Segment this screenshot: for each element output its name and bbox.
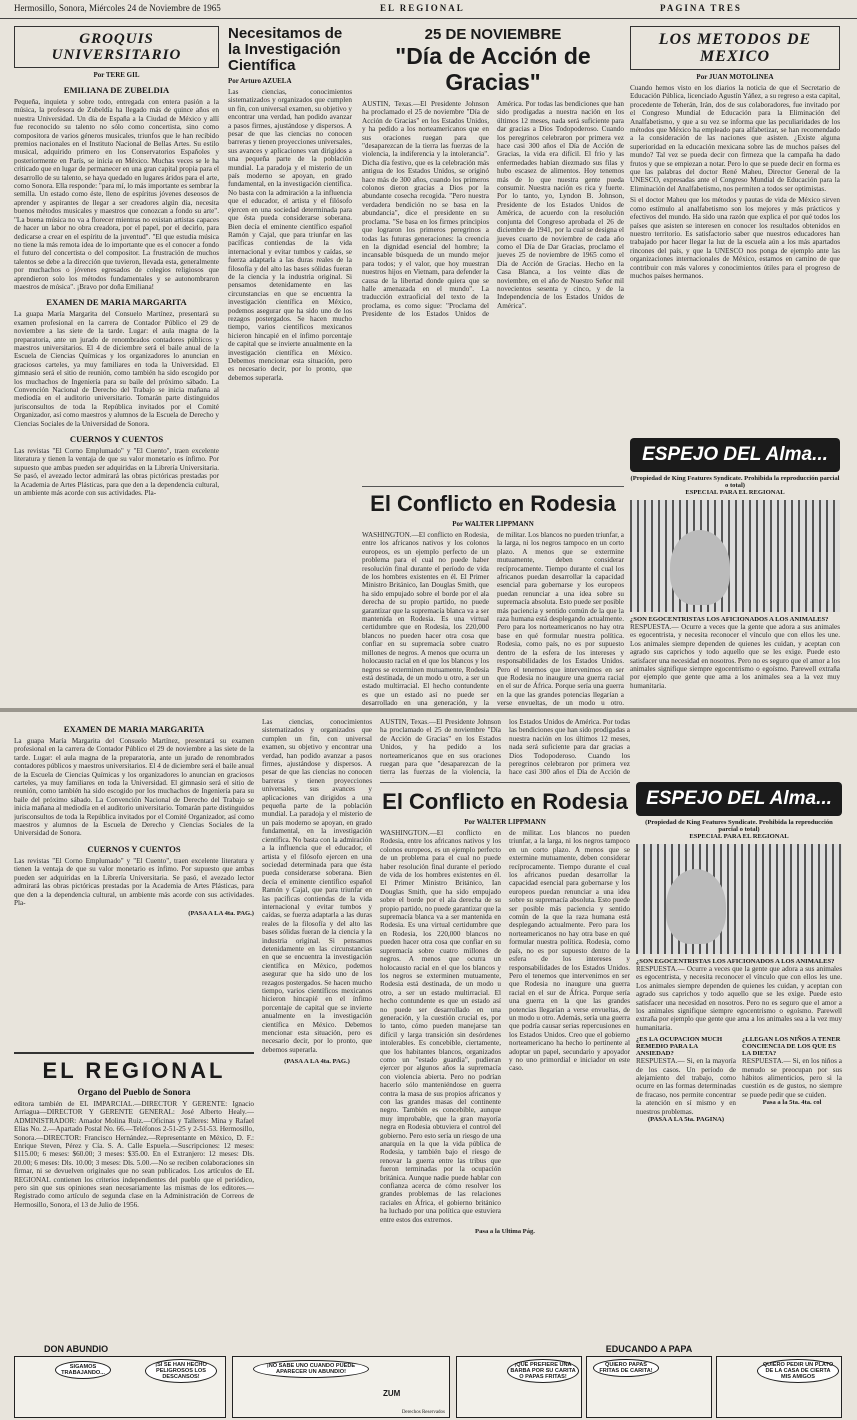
- groquis-section-heading: EMILIANA DE ZUBELDIA: [63, 85, 170, 95]
- groquis-body: Las revistas "El Corno Emplumado" y "El Cuento", traen excelente literatura y tienen la ventaja de que su valor monetario es ínfimo. Por supuesto que ambas pueden ser adquiridas en la Librería Universitaria. Se pasó, el avezado lector admirará las obras pictóricas prestadas por la Academia de Artes Plásticas, para que den a la dependencia cultural, un ambiente más acorde con sus actividades. Pla-: [14, 856, 254, 907]
- comic-credit: Derechos Reservados: [401, 1410, 445, 1415]
- el-regional-subtitle: Organo del Pueblo de Sonora: [77, 1087, 191, 1097]
- el-regional-box: [14, 1052, 254, 1344]
- masthead-page-number: PAGINA TRES: [660, 3, 742, 13]
- parrot-icon: [666, 869, 726, 944]
- investigacion-column: [228, 26, 352, 708]
- educando-papa-comic: [456, 1344, 842, 1418]
- espejo-answer: RESPUESTA.— Si, en los niños a menudo se preocupan por sus hábitos alimenticios, pero si la cuestión es de gustos, no siempre se puede pedir que se cuiden.: [742, 1057, 842, 1099]
- speech-bubble: ¡NO SABE UNO CUANDO PUEDE APARECER UN ABUNDIO!: [253, 1360, 369, 1378]
- accion-gracias-date: 25 DE NOVIEMBRE: [424, 26, 562, 43]
- investigacion-body: Las ciencias, conocimientos sistematizados y organizados que cumplen un fin, con universal examen, su objetivo y encontrar una verdad, han podido avanzar a pasos firmes, ajustándose y dispersos. A pesar de que las ciencias no conocen barreras y tienen proyecciones universales, sus avances y aplicaciones van dirigidos a una pequeña parte de la población mundial. La paradoja y el misterio de un país moderno se apoyan, en grado fundamental, en la investigación científica. No basta con la admiración a la influencia que el educador, el artista y el filósofo ejercen en una sociedad determinada para que ésta pueda considerarse soberana. Bien decía el eminente científico español Ramón y Cajal, que para triunfar en las pacíficas contiendas de la vida internacional y evitar tumbos y caídas, se fuerza adaptarla a las duras reales de la filosofía y del alto las bases sólidas fueran de la ciencia y la industria original. Si pensamos detenidamente en las circunstancias en que se encuentra la investigación científica en México, podemos asegurar que ha sido uno de los rezagos postergados. Se hacen mucho tiempo, varios científicos mexicanos hicieron hincapié en el ínfimo porcentaje de capital que se invierte anualmente en la investigación científica en México. Debemos mencionar esta situación, pero es necesario decir, por lo pronto, que debemos superarla.: [262, 718, 372, 1054]
- accion-gracias-body: AUSTIN, Texas.—El Presidente Johnson ha proclamado el 25 de noviembre "Día de Acción de Gracias" en los Estados Unidos, y ha pedido a los norteamericanos que en sus oraciones ruegan para que "desaparezcan de la tierra las fuerzas de la violencia, la los Estados Unidos de América. Por todas las bendiciones que han sido prodigadas a nuestra nación en los últimos 12 meses, nada será suficiente para dar gracias a Dios Todopoderoso. Cuando los peregrinos celebraron por primera vez hace casi 300 años el Día de Acción de: [380, 718, 630, 777]
- comic-panel: [232, 1356, 450, 1418]
- espejo-answer: RESPUESTA.— Ocurre a veces que la gente que adora a sus animales es egocentrista, y necesita reconocer el vínculo que con ellos les une. Los animales siempre dependen de quienes les cuidan, y aceptan con agrado sus caprichos y todo aquello que se les exige. Puede esto satisfacer una necesidad en nosotros. Pero no es seguro que el amor a los animales signifique siempre egocentrismo o egoísmo. Parewell extraña por ejemplo que gente que ama a los animales sea a la vez muy humanitaria.: [630, 623, 840, 690]
- espejo-column-full: [636, 718, 842, 1263]
- groquis-body: La guapa María Margarita del Consuelo Martínez, presentará su examen profesional en la carrera de Contador Público el 29 de noviembre a las siete de la tarde. Lugar: el aula magna de la preparatoria, ante un jurado de renombrados contadores públicos y maestros universitarios. El 4 de diciembre será el baile anual de la Escuela de Ciencias Químicas y los organizadores lo anuncian en graciosos carteles, ya muy familiares en toda la Universidad. El gimnasio será el sitio de reunión, como también ha sido escogido por los muchachos de Ingeniería para su baile del próximo sábado. La Convención Nacional de Derecho del Trabajo se inicia mañana al mediodía en el auditorio universitario. Tomarán parte distinguidos jurisconsultos de toda la República invitados por el Comité Organizador, así como maestros y alumnos de la Escuela de Derecho y Ciencias Sociales de la Universidad de Sonora.: [14, 310, 219, 428]
- educando-papa-title: EDUCANDO A PAPA: [605, 1344, 693, 1354]
- speech-bubble: SIGAMOS TRABAJANDO...: [55, 1361, 111, 1379]
- metodos-body: Cuando hemos visto en los diarios la noticia de que el Secretario de Educación Pública, licenciado Agustín Yáñez, a su regreso a esta capital, procedente de Teherán, Irán, dos de sus colaboradores, fue invitado por el Congreso Mundial de Educación para la Eliminación del Analfabetismo, y que a su vez se informa que las peculiaridades de los métodos que México ha empleado para alfabetizar, se han recomendado a la consideración de las naciones que asisten. ¿Existe alguna superioridad en la educación mexicana sobre las de muchos países del mundo? Tal vez se pueda decir con firmeza que la campaña ha dado frutos y que se empiezan a notar. Pero lo que se puede decir en forma es que las palabras del doctor René Maheu, Director General de la UNESCO, expresadas ante el Congreso Mundial de Educación para la Eliminación del Analfabetismo, nos permiten a todos ser optimistas.: [630, 84, 840, 193]
- espejo-answer: RESPUESTA.— Ocurre a veces que la gente que adora a sus animales es egocentrista, y necesita reconocer el vínculo que con ellos les une. Los animales siempre dependen de quienes les cuidan, y aceptan con agrado sus caprichos y todo aquello que se les exige. Puede esto satisfacer una necesidad en nosotros. Pero no es seguro que el amor a los animales signifique siempre egocentrismo o egoísmo. Parewell extraña por ejemplo que gente que ama a los animales sea a la vez muy humanitaria.: [636, 965, 842, 1032]
- espejo-jump-link: Pasa a la 5ta. 4ta. col: [762, 1099, 822, 1107]
- rodesia-body-continued: de militar. Los blancos no pueden triunfar, a la larga, ni los negros tampoco en un corto plazo. A menos que se extermine mutuamente, deben considerar recíprocamente. Tiempo durante el cual los africanos puedan desarrollar la capacidad esencial para gobernarse y los europeos puedan renunciar a una idea sobre su supremacía absoluta. Esto puede ser posible más paciencia y sentido común de la que la raza humana está desplegando actualmente. Pero para los norteamericanos no hay otra base en qué formular nuestra política. Rodesia, como país, no es por supuesto dentro de la esfera de los intereses y responsabilidades de los Estados Unidos. Pero el tenemos que intervenimos en ser que Rodesia no inaugure una guerra racial en el sur de África. Porque sería una guerra en la que las grandes potencias llegarían a verse envueltas, de un modo u otro. Además, sería una guerra que podría causar serias repercusiones en los Estados Unidos. Creo que el gobierno norteamericano ha hecho lo pertinente al adoptar un papel, secundario y apoyador y no uno primordial e iniciador en este caso.: [509, 829, 630, 1073]
- investigacion-byline: Por Arturo AZUELA: [228, 77, 292, 85]
- masthead-dateline: Hermosillo, Sonora, Miércoles 24 de Noviembre de 1965: [14, 3, 221, 13]
- rodesia-body: WASHINGTON.—El conflicto en Rodesia, entre los africanos nativos y los colonos europeos, es un ejemplo perfecto de un problema para el cual no puede haber resolución final durante el período de vida de los hombres existentes en él. El Primer Ministro Británico, Ian Douglas Smith, que ha sido empujado sobre el borde por el ala derecha de su propio partido, no puede garantizar que la supremacía blanca va a ser mantenida en Rodesia. Es una virtual certidumbre que en Rodesia, los 220,000 blancos no pueden hacer otra cosa que confiar en su supremacía sobre cuatro millones de negros. A menos que ocurra un holocausto racial en el que los blancos y los negros se exterminen mutuamente, Rodesia está destinada, de un modo u otro, a ser un estado multirracial. El hecho contundente es que un estado así no puede ser desarrollado en una generación, y la cuestión crucial es, por lo tanto, cómo pueden manejarse tan difícil y larga transición sin desórdenes intolerables. Es concebible, ciertamente, que los habitantes blancos, organizados como un "estado guardia", pudieran ejercer por algunos años la supremacía con violencia abierta. Pero no podrían hacerlo sólo manteniéndose en guerra contra la masa de sus propios africanos y con las grandes masas del continente negro. También es concebible, aunque muy improbable, que la gran mayoría negra en Rodesia obtuviera el control del gobierno. Pero esto sería un riesgo de una anarquía en la que la vida pública de Rodesia, y también bajo el riesgo de renovar la guerra entre las tribus que fueron terminadas por la ocupación británica. Aunque nadie puede hablar con confianza acerca de cómo resolver los grandes problemas de las relaciones raciales en África, el gobierno británico ha luchado por una política que estuviera entre estos dos extremos.: [380, 829, 501, 1224]
- groquis-column: [14, 26, 219, 708]
- accion-gracias-title: "Día de Acción de Gracias": [395, 43, 591, 95]
- page-masthead: [0, 0, 857, 19]
- groquis-section-heading: EXAMEN DE MARIA MARGARITA: [63, 724, 205, 734]
- espejo-credit: (Propiedad de King Features Syndicate. Prohibida la reproducción parcial o total): [645, 819, 833, 833]
- metodos-column: [630, 26, 840, 436]
- rodesia-article-full: [380, 782, 630, 1261]
- el-regional-body: editora también de EL IMPARCIAL.—DIRECTOR Y GERENTE: Ignacio Arriagua—DIRECTOR Y GERENTE GENERAL: José Alberto Healy.—ADMINISTRADOR: Amador Molina Ruiz.—Oficinas y Talleres: Mina y Rafael Elías No. 2.—Apartado Postal No. 66.—Teléfonos 2-51-25 y 2-51-53. Hermosillo, Sonora.—DIRECTOR: Francisco Hernández.—Representante en México, D. F.: Enrique Steven, Pérez y Cía. S. A. Calle Espuela.—Suscripciones: 12 meses: $115.00; 6 meses: $60.00; 3 meses: $35.00. En el Extranjero: 12 meses: Dls. 20.00; 6 meses: Dls. 10.00; 3 meses: Dls. 5.00.—No se reciben colaboraciones sin firmar, ni se devuelven originales que no sean publicados. Los artículos de EL REGIONAL contienen los criterios independientes del pueblo que el periódico, pero sin que sus opiniones sean necesariamente las mismas de los editores.—Registrado como artículo de segunda clase en la Administración de Correos de Hermosillo, Sonora, el 13 de Julio de 1956.: [14, 1100, 254, 1209]
- newspaper-page-top: [0, 0, 857, 708]
- rodesia-byline: Por WALTER LIPPMANN: [464, 818, 546, 826]
- investigacion-jump-link: (PASA A LA 4ta. PAG.): [284, 1058, 350, 1066]
- espejo-credit: (Propiedad de King Features Syndicate. Prohibida la reproducción parcial o total): [630, 475, 840, 489]
- metodos-body-continued: Si el doctor Maheu que los métodos y pautas de vida de México sirven como estímulo al analfabetismo son los mejores y más prácticos y efectivos del mundo. Ha sido una razón que explica el por qué todos los países que asisten se interesen en conocer los resultados obtenidos en nuestro territorio. Es satisfactorio saber que nuestros educadores han trabajado por hacer llegar la luz de la escuela aún a los más apartados rincones del país, y que la UNESCO nos ponga de ejemplo ante las organizaciones internacionales de México, estamos en camino de que contribuir con más valores y conocimientos útiles para el progreso de muchos países hermanos.: [630, 196, 840, 280]
- groquis-byline: Por TERE GIL: [93, 71, 140, 79]
- metodos-title: LOS METODOS DE MEXICO: [630, 26, 840, 70]
- groquis-body: Pequeña, inquieta y sobre todo, entregada con entera pasión a la música, la profesora de Zubeldía ha llegado más de quince años en nuestra Universidad. Un día de España a la Ciudad de México y allí fue reconocido su talento no sólo como concertista, sino como compositora de varios géneros musicales, triunfos que le han recibido premios nacionales en el Instituto Nacional de Bellas Artes. Su estilo musical, adquirido primero en los Conservatorios Españoles y posteriormente en París, se inicia en México. Muchas veces se le ha criticado que en lugar de permanecer en una gran capital propia para el desarrollo de su talento, se haya quedado en lugares áridos para el arte, como Sonora. Ella responde: "para mí, lo más importante es sembrar la semilla. Un estado como éste, lleno de espíritus jóvenes deseosos de aprender y aspirantes de llegar a ser creadores algún día, necesita buenos métodos musicales y maestros que conozcan a fondo su arte". "La buena música no va a florecer mientras no existan artistas capaces de hacer un labor no obra creadora, por el papel, por el decirlo, para dedicarse a crear en el espíritu de la juventud". "El que estudia música no tiene la más remota idea de lo importante que es el conocer a fondo el futuro del concertista o del compositor. La frustración de muchos talentos se debe a la dirección que tuvieron, llevada esta, generalmente por muchachos o jóvenes egresados de colegios religiosos que aprendieron solo los métodos fundamentales y se autonombraron maestros de música". ¡Bravo por doña Emiliana!: [14, 98, 219, 291]
- espejo-title: ESPEJO DEL Alma...: [630, 438, 840, 472]
- accion-gracias-continued: [380, 718, 630, 778]
- newspaper-page-bottom: [0, 712, 857, 1420]
- espejo-credit-special: ESPECIAL PARA EL REGIONAL: [685, 489, 785, 496]
- espejo-question: ¿ES LA OCUPACION MUCH REMEDIO PARA LA ANSIEDAD?: [636, 1036, 723, 1058]
- speech-bubble: QUIERO PAPAS FRITAS DE CARITA!: [593, 1359, 659, 1377]
- accion-gracias-article: [362, 26, 624, 481]
- don-abundio-title: DON ABUNDIO: [44, 1344, 109, 1354]
- espejo-question: ¿SON EGOCENTRISTAS LOS AFICIONADOS A LOS ANIMALES?: [636, 958, 835, 965]
- comic-panel: [14, 1356, 226, 1418]
- groquis-title: GROQUIS UNIVERSITARIO: [14, 26, 219, 68]
- metodos-byline: Por JUAN MOTOLINEA: [696, 73, 774, 81]
- rodesia-title: El Conflicto en Rodesia: [370, 491, 616, 516]
- groquis-section-heading: CUERNOS Y CUENTOS: [69, 434, 164, 445]
- rodesia-byline: Por WALTER LIPPMANN: [452, 520, 534, 528]
- rodesia-body-continued: de militar. Los blancos no pueden triunfar, a la larga, ni los negros tampoco en un corto plazo. A menos que se extermine mutuamente, deben considerar recíprocamente. Tiempo durante el cual los africanos puedan desarrollar la capacidad esencial para gobernarse y los europeos puedan renunciar a una idea sobre su supremacía absoluta. Esto puede ser posible más paciencia y sentido común de la que la raza humana está desplegando actualmente. Pero para los norteamericanos no hay otra base en qué formular nuestra política. Rodesia, como país, no es por supuesto dentro de la esfera de los intereses y responsabilidades de los Estados Unidos. Pero el tenemos que intervenimos en ser que Rodesia no inaugure una guerra racial en el sur de África. Porque sería una guerra en la que las grandes potencias llegarían a verse envueltas, de un modo u otro.: [497, 531, 624, 708]
- accion-gracias-body: AUSTIN, Texas.—El Presidente Johnson ha proclamado el 25 de noviembre "Día de Acción de Gracias" en los Estados Unidos, y ha pedido a los norteamericanos que en sus oraciones ruegan para que "desaparezcan de la tierra las fuerzas de la violencia, la indiferencia y la intolerancia". Dicha día festivo, que es la celebración más antigua de los Estados Unidos, se originó hace más de 300 años, cuando los primeros colonos dieron gracias a Dios por la abundante cosecha recogida. "Pero nuestra verdadera bendición no se basa en la abundancia", dice el presidente en su proclama. "Se basa en los firmes principios que lograron los primeros peregrinos a todas las futuras generaciones: la creencia en la dignidad esencial del hombre; la incansable búsqueda de un mundo mejor para todos; y el valor, que hoy muestran nuestros hijos en Vietnam, para defender la causa de la libertad donde quiera que se halle amenazada en el mundo". La traducción extraoficial del texto de la proclama, es como sigue: "Proclama del Presidente de los Estados Unidos de América. Por todas las bendiciones que han sido prodigadas a nuestra nación en los últimos 12 meses, nada será suficiente para dar gracias a Dios Todopoderoso. Cuando los peregrinos celebraron por primera vez hace casi 300 años el Día de Acción de Gracias, la vida era difícil. El frío y las enfermedades habían diezmado sus filas y hubo escasez de alimentos. Hoy tenemos más de lo que nuestra gente pueda consumir. Nuestra nación es rica y fuerte. Por lo tanto, yo, Lyndon B. Johnson, Presidente de los Estados Unidos de América, de acuerdo con la resolución conjunta del Congreso aprobada el 26 de diciembre de 1941, por la cual se designa el jueves cuarto de noviembre de cada año como el Día de Dar Gracias, proclamo el jueves 25 de noviembre de 1965 como el Día de Acción de Gracias. Hecho en la Casa Blanca, a los veinte días de noviembre, en el año de Nuestro Señor mil novecientos sesenta y cinco, y de la Independencia de los Estados Unidos de América".: [362, 100, 624, 319]
- espejo-question: ¿SON EGOCENTRISTAS LOS AFICIONADOS A LOS ANIMALES?: [630, 616, 829, 623]
- el-regional-title: EL REGIONAL: [42, 1058, 226, 1083]
- rodesia-body: WASHINGTON.—El conflicto en Rodesia, entre los africanos nativos y los colonos europeos, es un ejemplo perfecto de un problema para el cual no puede haber resolución final durante el período de vida de los hombres existentes en él. El Primer Ministro Británico, Ian Douglas Smith, que ha sido empujado sobre el borde por el ala derecha de su propio partido, no puede garantizar que la supremacía blanca va a ser mantenida en Rodesia. Es una virtual certidumbre que en Rodesia, los 220,000 blancos no pueden hacer otra cosa que confiar en su supremacía sobre cuatro millones de negros. A menos que ocurra un holocausto racial en el que los blancos y los negros se exterminen mutuamente, Rodesia está destinada, de un modo u otro, a ser un estado multirracial. El hecho contundente es que un estado así no puede ser desarrollado en una generación, y la: [362, 531, 489, 708]
- rodesia-article: [362, 486, 624, 708]
- groquis-body: La guapa María Margarita del Consuelo Martínez, presentará su examen profesional en la carrera de Contador Público el 29 de noviembre a las siete de la tarde. Lugar: el aula magna de la preparatoria, ante un jurado de renombrados contadores públicos y maestros universitarios. El 4 de diciembre será el baile anual de la Escuela de Ciencias Químicas y los organizadores lo anuncian en graciosos carteles, ya muy familiares en toda la Universidad. El gimnasio será el sitio de reunión, como también ha sido escogido por los muchachos de Ingeniería para su baile del próximo sábado. La Convención Nacional de Derecho del Trabajo se inicia mañana al mediodía en el auditorio universitario. Tomarán parte distinguidos jurisconsultos de toda la República invitados por el Comité Organizador, así como maestros y alumnos de la Escuela de Derecho y Ciencias Sociales de la Universidad de Sonora.: [14, 737, 254, 838]
- espejo-jump-link: (PASA A LA 5ta. PAGINA): [647, 1116, 725, 1124]
- parrot-cage-illustration: [630, 500, 840, 612]
- espejo-answer: RESPUESTA.— Si, en la mayoría de los casos. Un período de alejamiento del trabajo, como ocurre en las formas determinadas de fracaso, nos permite concentrar la atención en sí mismo y en nuestros problemas.: [636, 1057, 736, 1116]
- masthead-paper-name: EL REGIONAL: [380, 3, 465, 13]
- groquis-body: Las revistas "El Corno Emplumado" y "El Cuento", traen excelente literatura y tienen la ventaja de que su valor monetario es ínfimo. Por supuesto que ambas pueden ser adquiridas en la Librería Universitaria. Se pasó, el avezado lector admirará las obras pictóricas prestadas por la Academia de Artes Plásticas, para que den a la dependencia cultural, un ambiente más acorde con sus actividades. Pla-: [14, 447, 219, 498]
- espejo-column: [630, 438, 840, 708]
- rodesia-title: El Conflicto en Rodesia: [382, 789, 628, 814]
- investigacion-body: Las ciencias, conocimientos sistematizados y organizados que cumplen un fin, con universal examen, su objetivo y encontrar una verdad, han podido avanzar a pasos firmes, ajustándose y dispersos. A pesar de que las ciencias no conocen barreras y tienen proyecciones universales, sus avances y aplicaciones van dirigidos a una pequeña parte de la población mundial. La paradoja y el misterio de un país moderno se apoyan, en grado fundamental, en la investigación científica. No basta con la admiración a la influencia que el educador, el artista y el filósofo ejercen en una sociedad determinada para que ésta pueda considerarse soberana. Bien decía el eminente científico español Ramón y Cajal, que para triunfar en las pacíficas contiendas de la vida internacional y evitar tumbos y caídas, se fuerza adaptarla a las duras reales de la filosofía y del alto las bases sólidas fueran de la ciencia y la industria original. Si pensamos detenidamente en las circunstancias en que se encuentra la investigación científica en México, podemos asegurar que ha sido uno de los rezagos postergados. Se hacen mucho tiempo, varios científicos mexicanos hicieron hincapié en el ínfimo porcentaje de capital que se invierte anualmente en la investigación científica en México. Debemos mencionar esta situación, pero es necesario decir, por lo pronto, que debemos superarla.: [228, 88, 352, 382]
- speech-bubble: QUIERO PEDIR UN PLATO DE LA CASA DE CIERTA MIS AMIGOS: [757, 1359, 839, 1383]
- groquis-section-heading: CUERNOS Y CUENTOS: [87, 843, 181, 854]
- groquis-section-heading: EXAMEN DE MARIA MARGARITA: [46, 297, 187, 308]
- investigacion-column-continued: [262, 718, 372, 1258]
- comic-panel: [456, 1356, 582, 1418]
- rodesia-jump-link: Pasa a la Ultima Pág.: [475, 1228, 535, 1236]
- don-abundio-comic: [14, 1344, 450, 1418]
- espejo-title: ESPEJO DEL Alma...: [636, 782, 842, 816]
- parrot-icon: [670, 530, 730, 605]
- investigacion-title: Necesitamos de la Investigación Científica: [228, 26, 343, 74]
- speech-bubble: ¡QUE PREFIERE UNA BARBA POR SU CARITA O PAPAS FRITAS!: [507, 1359, 579, 1383]
- parrot-cage-illustration: [636, 844, 842, 954]
- comic-panel: [716, 1356, 842, 1418]
- groquis-jump-link: (PASA A LA 4ta. PAG.): [188, 910, 254, 918]
- sound-effect: ZUM: [383, 1389, 401, 1398]
- comic-panel: [586, 1356, 712, 1418]
- groquis-column-continued: [14, 718, 254, 1048]
- speech-bubble: ¡SI SE HAN HECHO PELIGROSOS LOS DESCANSOS!: [145, 1359, 217, 1383]
- espejo-question: ¿LLEGAN LOS NIÑOS A TENER CONCIENCIA DE LOS QUE ES LA DIETA?: [742, 1036, 841, 1058]
- espejo-credit-special: ESPECIAL PARA EL REGIONAL: [689, 833, 789, 840]
